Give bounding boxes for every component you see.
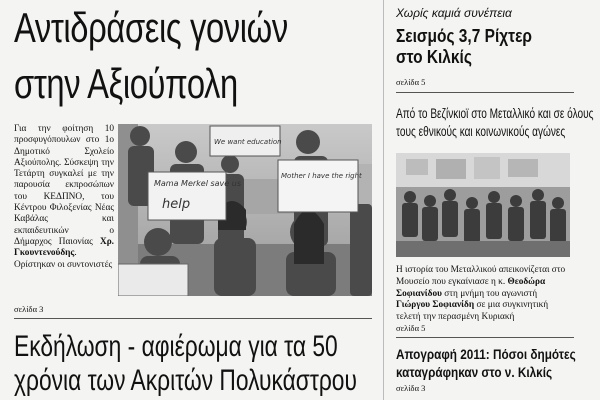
sidebar-story2-headline-line1: Από το Βεζίνκιοϊ στο Μεταλλικό και σε όλους (396, 105, 594, 121)
sign-text-right: Mother I have the right (281, 172, 362, 180)
sidebar-story1-headline-line1: Σεισμός 3,7 Ρίχτερ (396, 26, 533, 46)
main-story-body-text-end: . Ορίστηκαν οι συντονιστές (14, 248, 113, 270)
caption-person-name: Θεοδώρα Σοφιανίδου (396, 276, 546, 299)
divider (396, 92, 574, 93)
second-headline (14, 330, 357, 398)
sidebar-story2-page-ref: σελίδα 5 (396, 323, 426, 333)
sign-text-help: help (162, 197, 191, 212)
sidebar-story3-headline-line1: Απογραφή 2011: Πόσοι δημότες (396, 346, 576, 362)
main-story-person-name: Χρ. Γκουντενούδης (14, 236, 114, 259)
sidebar-story3-headline-line2: καταγράφηκαν στο ν. Κιλκίς (396, 364, 553, 380)
sign-text-education: We want education (214, 138, 282, 146)
second-headline-line1: Εκδήλωση - αφιέρωμα για τα 50 (14, 330, 338, 363)
sidebar-story2-headline (396, 104, 593, 140)
main-story-body-text: Για την φοίτηση 10 προσφυγόπουλων στο 1ο Δημοτικό Σχολείο Αξιούπολης. Σύσκεψη την Τετάρτη συγκαλεί με την παρουσία εκπροσώπων του ΚΕΔΠΝΟ, του Κέντρου Φιλοξενίας Νέας Καβάλας και εκπαιδευτικών ο Δήμαρχος Παιονίας (14, 124, 114, 247)
sidebar-story1-headline-line2: στο Κιλκίς (396, 47, 472, 67)
sidebar-story3-page-ref: σελίδα 3 (396, 383, 426, 393)
sidebar-story1-kicker: Χωρίς καμιά συνέπεια (396, 6, 512, 20)
second-headline-line2: χρόνια των Ακριτών Πολυκάστρου (14, 364, 357, 397)
sidebar-story1-headline (396, 26, 532, 68)
main-headline-line2: στην Αξιούπολη (14, 60, 238, 107)
sidebar-story2-caption (396, 265, 572, 324)
sidebar-story1-page-ref: σελίδα 5 (396, 77, 426, 87)
column-divider (383, 0, 384, 400)
divider (396, 337, 574, 338)
main-headline-line1: Αντιδράσεις γονιών (14, 4, 288, 51)
main-story-body (14, 124, 114, 271)
main-headline (14, 0, 295, 112)
children-protest-photo (118, 124, 372, 296)
sidebar-story2-headline-line2: τους εθνικούς και κοινωνικούς αγώνες (396, 123, 566, 139)
main-story-page-ref: σελίδα 3 (14, 304, 44, 314)
sidebar-story3-headline (396, 345, 576, 381)
divider (14, 318, 372, 319)
caption-text: στη μνήμη του αγωνιστή (441, 288, 538, 299)
caption-text: Η ιστορία του Μεταλλικού απεικονίζεται στο Μουσείο που εγκαίνιασε η κ. (396, 265, 566, 287)
sign-text-merkel: Mama Merkel save us (154, 179, 241, 188)
caption-person-name: Γιώργου Σοφιανίδη (396, 300, 475, 311)
museum-ceremony-photo (396, 153, 570, 257)
caption-text: σε μια συγκινητική τελετή την περασμένη Κυριακή (396, 300, 549, 323)
